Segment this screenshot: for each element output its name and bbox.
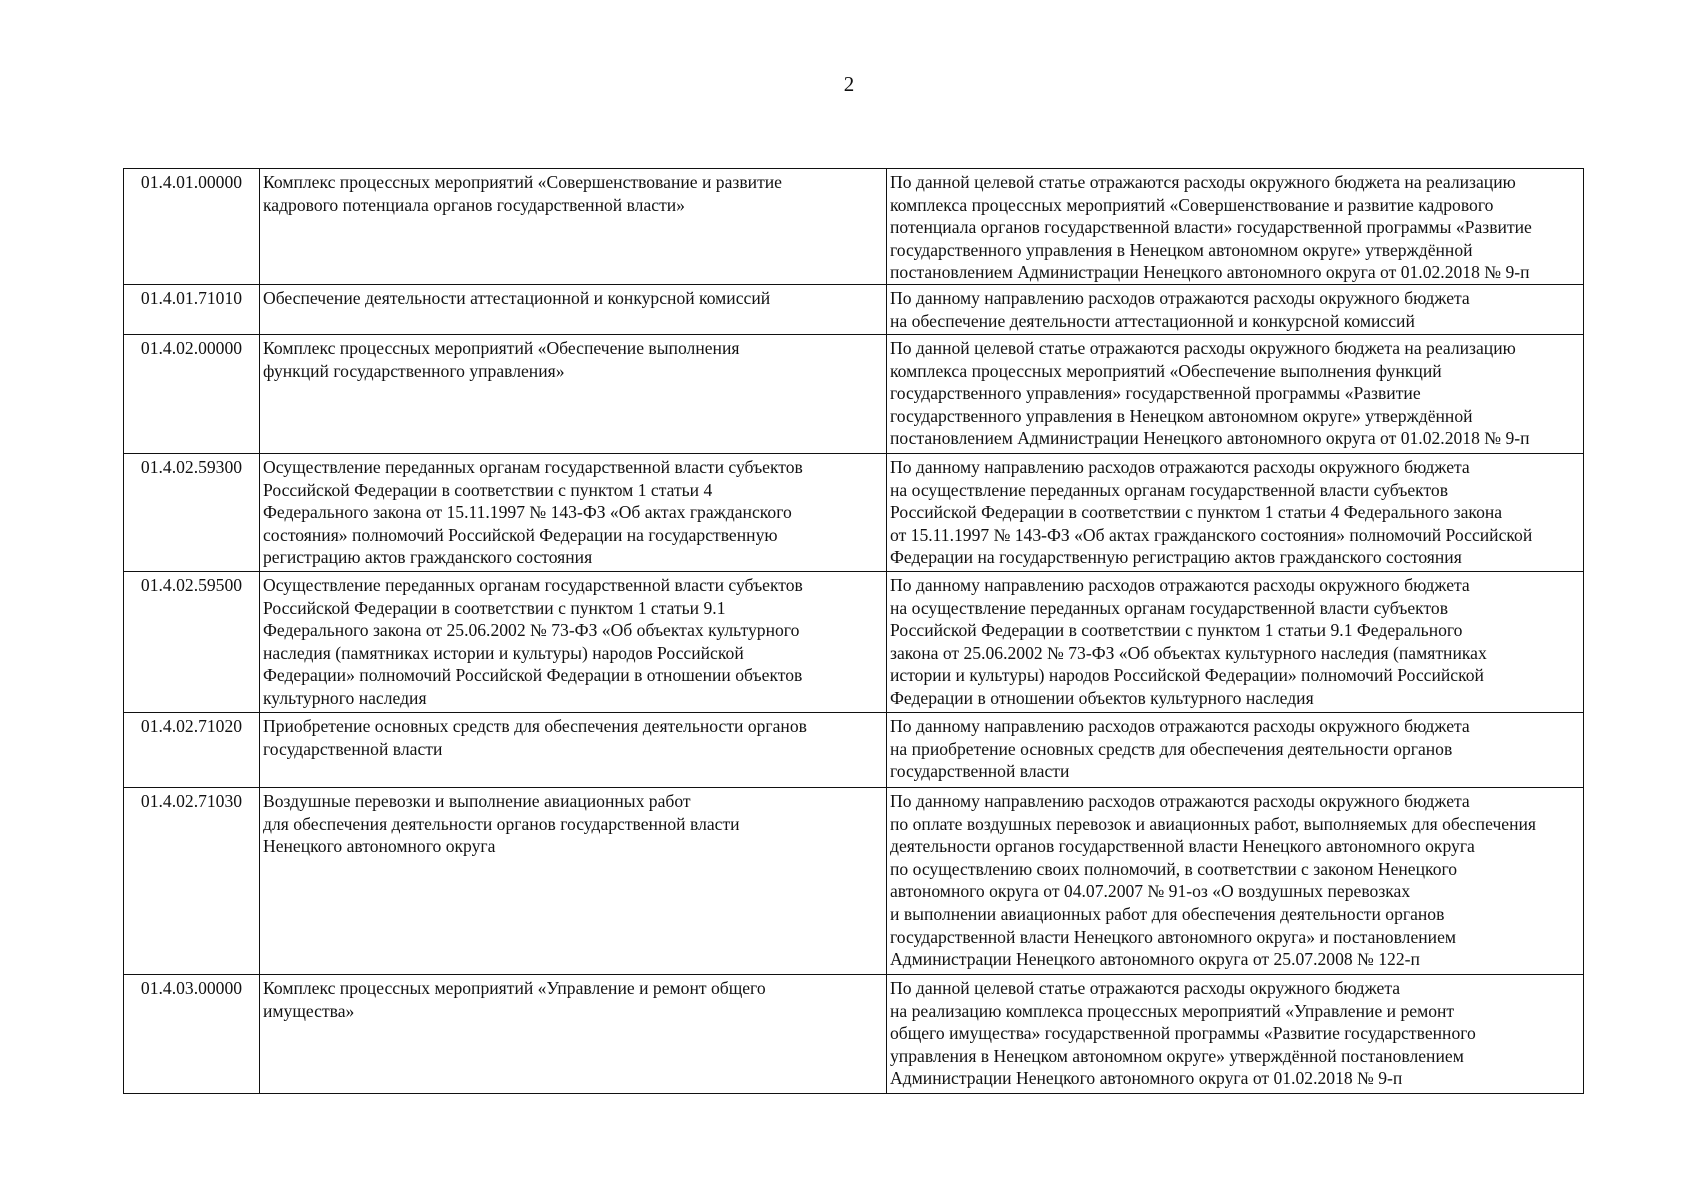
table-row [124, 453, 1584, 571]
target-code-cell: 01.4.02.71020 [124, 712, 260, 787]
target-code-cell: 01.4.02.00000 [124, 334, 260, 453]
table-row [124, 169, 1584, 285]
table-row [124, 974, 1584, 1093]
target-code-cell: 01.4.02.59300 [124, 453, 260, 571]
target-code-cell: 01.4.01.71010 [124, 284, 260, 334]
table-row [124, 571, 1584, 712]
expense-description-cell: По данной целевой статье отражаются расходы окружного бюджета на реализацию комплекса процессных мероприятий «Управление и ремонт общего имущества» государственной программы «Развитие государственного управления в Ненецком автономном округе» утверждённой постановлением Администрации Ненецкого автономного округа от 01.02.2018 № 9-п [887, 974, 1584, 1093]
expense-description-cell: По данному направлению расходов отражаются расходы окружного бюджета на обеспечение деятельности аттестационной и конкурсной комиссий [887, 284, 1584, 334]
table-row [124, 334, 1584, 453]
expense-name-cell: Комплекс процессных мероприятий «Совершенствование и развитие кадрового потенциала органов государственной власти» [260, 169, 887, 285]
expense-description-cell: По данной целевой статье отражаются расходы окружного бюджета на реализацию комплекса процессных мероприятий «Совершенствование и развитие кадрового потенциала органов государственной власти» государственной программы «Развитие государственного управления в Ненецком автономном округе» утверждённой постановлением Администрации Ненецкого автономного округа от 01.02.2018 № 9-п [887, 169, 1584, 285]
target-code-cell: 01.4.01.00000 [124, 169, 260, 285]
expense-description-cell: По данному направлению расходов отражаются расходы окружного бюджета на приобретение основных средств для обеспечения деятельности органов государственной власти [887, 712, 1584, 787]
target-code-cell: 01.4.03.00000 [124, 974, 260, 1093]
expense-name-cell: Осуществление переданных органам государственной власти субъектов Российской Федерации в соответствии с пунктом 1 статьи 4 Федерального закона от 15.11.1997 № 143-ФЗ «Об актах гражданского состояния» полномочий Российской Федерации на государственную регистрацию актов гражданского состояния [260, 453, 887, 571]
expense-name-cell: Приобретение основных средств для обеспечения деятельности органов государственной власти [260, 712, 887, 787]
expense-description-cell: По данному направлению расходов отражаются расходы окружного бюджета на осуществление переданных органам государственной власти субъектов Российской Федерации в соответствии с пунктом 1 статьи 9.1 Федерального закона от 25.06.2002 № 73-ФЗ «Об объектах культурного наследия (памятниках истории и культуры) народов Российской Федерации» полномочий Российской Федерации в отношении объектов культурного наследия [887, 571, 1584, 712]
budget-classification-table [123, 168, 1584, 1094]
expense-name-cell: Обеспечение деятельности аттестационной и конкурсной комиссий [260, 284, 887, 334]
expense-name-cell: Комплекс процессных мероприятий «Обеспечение выполнения функций государственного управления» [260, 334, 887, 453]
table-row [124, 284, 1584, 334]
expense-name-cell: Воздушные перевозки и выполнение авиационных работ для обеспечения деятельности органов государственной власти Ненецкого автономного округа [260, 787, 887, 974]
target-code-cell: 01.4.02.71030 [124, 787, 260, 974]
expense-name-cell: Комплекс процессных мероприятий «Управление и ремонт общего имущества» [260, 974, 887, 1093]
table-row [124, 712, 1584, 787]
expense-description-cell: По данному направлению расходов отражаются расходы окружного бюджета по оплате воздушных перевозок и авиационных работ, выполняемых для обеспечения деятельности органов государственной власти Ненецкого автономного округа по осуществлению своих полномочий, в соответствии с законом Ненецкого автономного округа от 04.07.2007 № 91-оз «О воздушных перевозках и выполнении авиационных работ для обеспечения деятельности органов государственной власти Ненецкого автономного округа» и постановлением Администрации Ненецкого автономного округа от 25.07.2008 № 122-п [887, 787, 1584, 974]
expense-description-cell: По данному направлению расходов отражаются расходы окружного бюджета на осуществление переданных органам государственной власти субъектов Российской Федерации в соответствии с пунктом 1 статьи 4 Федерального закона от 15.11.1997 № 143-ФЗ «Об актах гражданского состояния» полномочий Российской Федерации на государственную регистрацию актов гражданского состояния [887, 453, 1584, 571]
table-row [124, 787, 1584, 974]
expense-name-cell: Осуществление переданных органам государственной власти субъектов Российской Федерации в соответствии с пунктом 1 статьи 9.1 Федерального закона от 25.06.2002 № 73-ФЗ «Об объектах культурного наследия (памятниках истории и культуры) народов Российской Федерации» полномочий Российской Федерации в отношении объектов культурного наследия [260, 571, 887, 712]
expense-description-cell: По данной целевой статье отражаются расходы окружного бюджета на реализацию комплекса процессных мероприятий «Обеспечение выполнения функций государственного управления» государственной программы «Развитие государственного управления в Ненецком автономном округе» утверждённой постановлением Администрации Ненецкого автономного округа от 01.02.2018 № 9-п [887, 334, 1584, 453]
target-code-cell: 01.4.02.59500 [124, 571, 260, 712]
page-number: 2 [843, 72, 855, 96]
